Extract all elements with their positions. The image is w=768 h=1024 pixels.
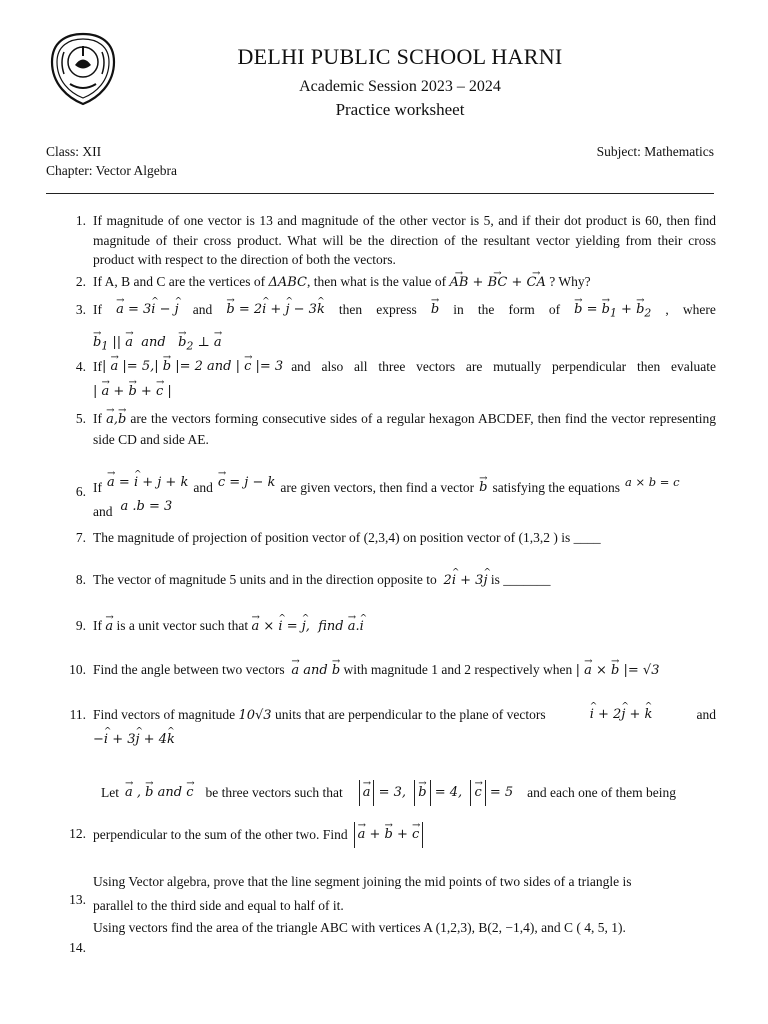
question-number: 4. <box>75 359 86 374</box>
question-text-part: If <box>93 480 102 495</box>
question-text-part: is _______ <box>490 572 551 587</box>
math-expression: → a = 3, → b = 4, → c = 5 <box>359 780 513 806</box>
math-expression: | → a × → b |= √3 <box>576 663 660 678</box>
question-text-part: are given vectors, then find a vector <box>280 480 475 495</box>
question-8 <box>46 570 716 590</box>
question-text-part: ? Why? <box>545 274 591 289</box>
question-3 <box>46 300 716 353</box>
question-number: 10. <box>69 662 86 677</box>
math-expression: → a , → b and → c <box>125 783 194 803</box>
question-number: 13. <box>69 892 86 907</box>
math-expression: → $b_1$ || → a and → $b_2$ ⊥ → a <box>93 333 716 356</box>
question-text <box>93 780 716 848</box>
math-expression: → a = 3^ i − ^ j <box>116 300 179 323</box>
question-1 <box>46 211 716 271</box>
question-text-part: If <box>93 618 102 633</box>
question-text <box>93 705 716 749</box>
chapter-label: Chapter: Vector Algebra <box>46 163 177 178</box>
question-text-part: Find vectors of magnitude <box>93 707 236 722</box>
question-text <box>93 660 716 681</box>
question-text: If → a = 3^ i − ^ j and → b = 2^ i + ^ j − 3^ k then express → b in the form of → b = → $b_1$ + → $b_2$ , where → $b_1$ || → a and → $b_2$ ⊥ → a <box>93 300 716 356</box>
math-expression: → a + → b + → c <box>354 822 424 848</box>
math-expression: ^ i + 2^ j + ^ k <box>590 705 653 726</box>
question-text-part: Let <box>101 785 119 801</box>
question-number: 2. <box>75 274 86 289</box>
question-text <box>93 272 716 293</box>
question-number: 3. <box>75 302 86 317</box>
math-expression: 10√3 <box>238 708 272 723</box>
question-7 <box>46 528 716 548</box>
question-text-part: The vector of magnitude 5 units and in the direction opposite to <box>93 572 437 587</box>
math-expression: | → a + → b + → c | <box>93 382 716 402</box>
question-text: If → a = ^ i + j + k and → c = j − k are given vectors, then find a vector → b satisfying the equations a × b = c and a .b = 3 <box>93 478 716 521</box>
question-text-part: units that are perpendicular to the plane of vectors <box>274 707 546 722</box>
question-12 <box>46 780 716 860</box>
question-4 <box>46 357 716 401</box>
question-number: 11. <box>69 707 86 722</box>
question-13 <box>46 872 716 916</box>
question-text-part: and <box>696 707 716 722</box>
subject-label: Subject: Mathematics <box>596 144 714 159</box>
math-expression: → AB + → BC + → CA <box>449 275 545 290</box>
question-text <box>93 570 716 591</box>
math-expression: → a and → b <box>291 663 340 678</box>
question-text-part: Using Vector algebra, prove that the line segment joining the mid points of two sides of a triangle is <box>93 874 632 889</box>
question-9 <box>46 616 716 636</box>
question-text: The magnitude of projection of position vector of (2,3,4) on position vector of (1,3,2 ) is ____ <box>93 530 601 545</box>
class-label: Class: XII <box>46 144 102 159</box>
question-text: Using vectors find the area of the triangle ABC with vertices A (1,2,3), B(2, −1,4), and C ( 4, 5, 1). <box>93 920 626 935</box>
question-text-part: If <box>93 359 102 374</box>
academic-session: Academic Session 2023 – 2024 <box>299 78 501 95</box>
question-text: If → a is a unit vector such that → a × ^ i = ^ j, find → a.^ i <box>93 616 716 637</box>
question-text-part: If A, B and C are the vertices of <box>93 274 269 289</box>
question-number: 8. <box>75 572 86 587</box>
question-text-part: , then what is the value of <box>306 274 450 289</box>
math-expression: → c = j − k <box>218 473 276 493</box>
question-text <box>93 409 716 449</box>
question-text-part: with magnitude 1 and 2 respectively when <box>343 662 573 677</box>
question-11 <box>46 705 716 749</box>
question-text-part: and each one of them being <box>527 785 676 801</box>
math-triangle: ΔABC <box>268 275 307 290</box>
math-expression: → a,→ b <box>106 412 126 427</box>
question-text-part: Find the angle between two vectors <box>93 662 285 677</box>
question-text-part: If <box>93 411 107 426</box>
math-expression: → b = 2^ i + ^ j − 3^ k <box>226 300 324 323</box>
question-text-part: be three vectors such that <box>205 785 343 801</box>
math-expression: a .b = 3 <box>120 498 173 514</box>
question-text-part: parallel to the third side and equal to half of it. <box>93 897 344 913</box>
question-number: 7. <box>75 530 86 545</box>
question-number: 6. <box>75 484 86 499</box>
question-number: 5. <box>75 411 86 426</box>
header-divider <box>46 193 714 194</box>
question-number: 14. <box>69 940 86 955</box>
math-expression: 2^ i + 3^ j <box>444 573 488 588</box>
math-expression: −^ i + 3^ j + 4^ k <box>93 730 716 750</box>
question-text-part: satisfying the equations <box>492 480 620 495</box>
math-expression: a × b = c <box>624 475 680 489</box>
question-text: If magnitude of one vector is 13 and magnitude of the other vector is 5, and if their dot product is 60, then find magnitude of their cross product. What will be the direction of the resultant vector yielding from their cross product with respect to the direction of both the vectors. <box>93 213 716 267</box>
math-expression: → a × ^ i = ^ j, find → a.^ i <box>251 619 363 634</box>
question-text <box>93 357 716 401</box>
question-10 <box>46 660 716 680</box>
question-text-part: and also all three vectors are mutually perpendicular then evaluate <box>291 359 716 374</box>
question-6 <box>46 475 716 528</box>
question-text-part: is a unit vector such that <box>116 618 249 633</box>
question-number: 1. <box>75 213 86 228</box>
question-number: 9. <box>75 618 86 633</box>
math-expression: → b = → $b_1$ + → $b_2$ <box>574 300 651 323</box>
question-14 <box>46 918 716 958</box>
question-5 <box>46 409 716 449</box>
question-number: 12. <box>69 826 86 841</box>
school-name: DELHI PUBLIC SCHOOL HARNI <box>237 44 563 69</box>
question-text-part: and <box>93 503 113 519</box>
question-text-part: and <box>193 480 213 495</box>
math-expression: → a = ^ i + j + k <box>107 473 188 493</box>
worksheet-title: Practice worksheet <box>335 100 465 119</box>
question-2 <box>46 272 716 292</box>
question-text-part: If <box>93 302 102 317</box>
question-text-part: perpendicular to the sum of the other two. Find <box>93 827 348 843</box>
question-text-part: are the vectors forming consecutive sides of a regular hexagon ABCDEF, then find the vector representing side CD and side AE. <box>93 411 716 447</box>
question-text <box>93 872 716 915</box>
math-expression: | → a |= 5,| → b |= 2 and | → c |= 3 <box>102 357 283 377</box>
